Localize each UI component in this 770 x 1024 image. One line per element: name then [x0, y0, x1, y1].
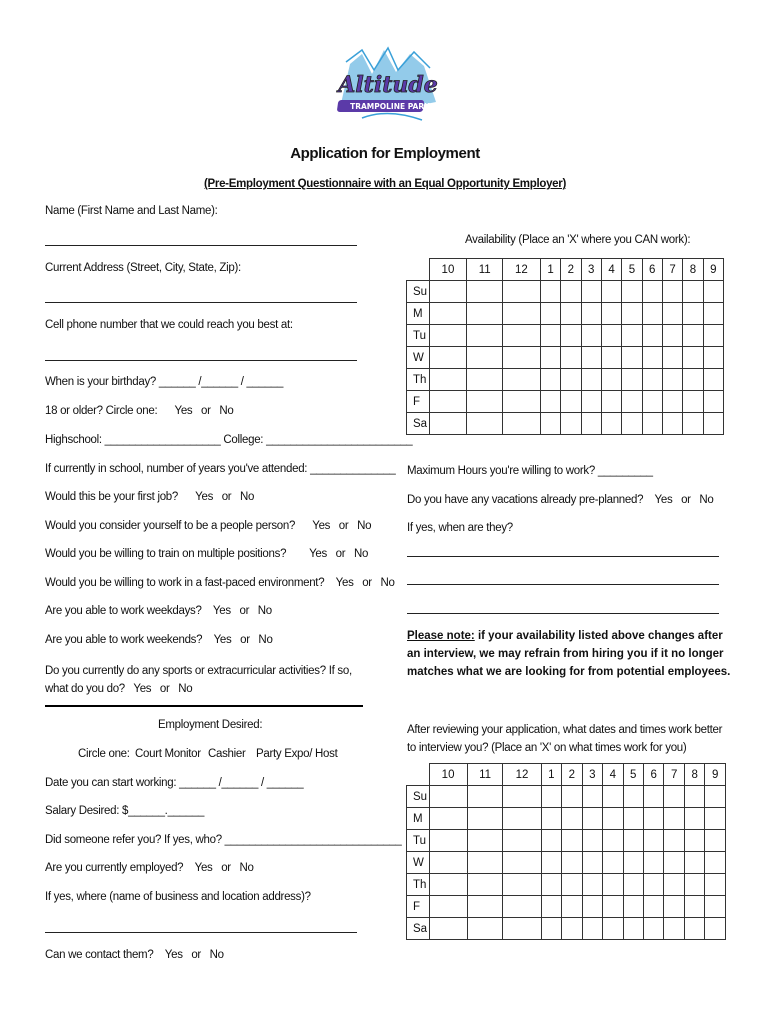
availability-cell[interactable]	[429, 281, 467, 303]
availability-cell[interactable]	[642, 391, 662, 413]
availability-cell[interactable]	[683, 281, 703, 303]
availability-cell[interactable]	[643, 808, 663, 830]
hour-header: 2	[561, 259, 581, 281]
hour-header: 8	[683, 259, 703, 281]
availability-cell[interactable]	[541, 830, 561, 852]
people-person-question[interactable]: Would you consider yourself to be a people person? Yes or No	[45, 520, 372, 532]
availability-cell[interactable]	[562, 874, 582, 896]
availability-cell[interactable]	[683, 347, 703, 369]
availability-cell[interactable]	[643, 852, 663, 874]
availability-cell[interactable]	[429, 852, 467, 874]
availability-cell[interactable]	[664, 808, 684, 830]
availability-cell[interactable]	[643, 896, 663, 918]
first-job-question[interactable]: Would this be your first job? Yes or No	[45, 491, 255, 503]
availability-cell[interactable]	[467, 874, 503, 896]
availability-grid[interactable]	[406, 258, 724, 435]
availability-cell[interactable]	[642, 325, 662, 347]
availability-cell[interactable]	[582, 896, 602, 918]
fast-paced-question[interactable]: Would you be willing to work in a fast-paced environment? Yes or No	[45, 577, 395, 589]
availability-cell[interactable]	[703, 391, 723, 413]
max-hours-field[interactable]: Maximum Hours you're willing to work? _________	[407, 465, 653, 477]
day-label: F	[407, 896, 430, 918]
availability-cell[interactable]	[623, 896, 643, 918]
hour-header: 3	[581, 259, 601, 281]
vacations-when-label: If yes, when are they?	[407, 522, 513, 534]
availability-cell[interactable]	[562, 852, 582, 874]
availability-cell[interactable]	[503, 830, 541, 852]
availability-cell[interactable]	[582, 830, 602, 852]
school-fields[interactable]: Highschool: ___________________ College: ________________________	[45, 434, 413, 446]
availability-cell[interactable]	[467, 786, 503, 808]
availability-cell[interactable]	[503, 896, 541, 918]
availability-cell[interactable]	[541, 896, 561, 918]
availability-cell[interactable]	[642, 347, 662, 369]
address-field[interactable]	[45, 302, 357, 303]
availability-cell[interactable]	[705, 830, 726, 852]
availability-cell[interactable]	[502, 281, 540, 303]
availability-cell[interactable]	[503, 808, 541, 830]
salary-field[interactable]: Salary Desired: $______.______	[45, 805, 205, 817]
availability-cell[interactable]	[664, 852, 684, 874]
availability-cell[interactable]	[541, 786, 561, 808]
availability-cell[interactable]	[601, 347, 621, 369]
availability-cell[interactable]	[502, 325, 540, 347]
hour-header: 10	[429, 259, 467, 281]
availability-cell[interactable]	[467, 808, 503, 830]
availability-cell[interactable]	[622, 281, 642, 303]
availability-cell[interactable]	[429, 369, 467, 391]
availability-cell[interactable]	[705, 808, 726, 830]
availability-cell[interactable]	[622, 325, 642, 347]
availability-cell[interactable]	[562, 830, 582, 852]
availability-cell[interactable]	[622, 391, 642, 413]
availability-cell[interactable]	[561, 391, 581, 413]
vacation-line-1[interactable]	[407, 556, 719, 557]
availability-cell[interactable]	[581, 391, 601, 413]
hour-header: 5	[622, 259, 642, 281]
availability-cell[interactable]	[429, 808, 467, 830]
availability-cell[interactable]	[662, 281, 682, 303]
availability-cell[interactable]	[467, 918, 503, 940]
weekdays-question[interactable]: Are you able to work weekdays? Yes or No	[45, 605, 272, 617]
hour-header: 3	[582, 764, 602, 786]
availability-cell[interactable]	[561, 347, 581, 369]
hour-header: 11	[467, 259, 503, 281]
option-cashier[interactable]: Cashier	[208, 748, 246, 760]
availability-cell[interactable]	[601, 325, 621, 347]
availability-cell[interactable]	[562, 896, 582, 918]
availability-cell[interactable]	[623, 808, 643, 830]
altitude-logo	[332, 46, 444, 126]
interview-grid[interactable]	[406, 763, 726, 940]
availability-cell[interactable]	[684, 918, 704, 940]
availability-cell[interactable]	[623, 830, 643, 852]
availability-cell[interactable]	[582, 852, 602, 874]
availability-cell[interactable]	[581, 303, 601, 325]
availability-cell[interactable]	[703, 303, 723, 325]
availability-cell[interactable]	[705, 874, 726, 896]
availability-cell[interactable]	[662, 347, 682, 369]
availability-cell[interactable]	[703, 413, 723, 435]
availability-cell[interactable]	[623, 786, 643, 808]
hour-header: 2	[562, 764, 582, 786]
availability-cell[interactable]	[540, 369, 560, 391]
availability-cell[interactable]	[603, 786, 623, 808]
availability-cell[interactable]	[561, 369, 581, 391]
weekends-question[interactable]: Are you able to work weekends? Yes or No	[45, 634, 273, 646]
hour-header: 1	[541, 764, 561, 786]
availability-cell[interactable]	[467, 281, 503, 303]
availability-cell[interactable]	[540, 413, 560, 435]
day-label: Su	[407, 281, 430, 303]
hour-header: 8	[684, 764, 704, 786]
circle-one-label: Circle one:	[78, 748, 130, 760]
day-label: Th	[407, 874, 430, 896]
vacation-line-2[interactable]	[407, 584, 719, 585]
day-label: W	[407, 347, 430, 369]
address-label: Current Address (Street, City, State, Zip):	[45, 262, 241, 274]
availability-cell[interactable]	[562, 918, 582, 940]
availability-cell[interactable]	[703, 325, 723, 347]
phone-label: Cell phone number that we could reach you best at:	[45, 319, 293, 331]
availability-cell[interactable]	[561, 303, 581, 325]
day-label: Su	[407, 786, 430, 808]
availability-cell[interactable]	[643, 786, 663, 808]
svg-text:TRAMPOLINE PARK: TRAMPOLINE PARK	[350, 102, 430, 111]
option-court-monitor[interactable]: Court Monitor	[135, 748, 201, 760]
day-label: Th	[407, 369, 430, 391]
hour-header: 6	[643, 764, 663, 786]
availability-cell[interactable]	[582, 874, 602, 896]
availability-cell[interactable]	[429, 325, 467, 347]
availability-cell[interactable]	[662, 303, 682, 325]
availability-cell[interactable]	[662, 413, 682, 435]
availability-cell[interactable]	[429, 830, 467, 852]
availability-cell[interactable]	[502, 391, 540, 413]
hour-header: 9	[703, 259, 723, 281]
availability-cell[interactable]	[683, 325, 703, 347]
availability-cell[interactable]	[662, 369, 682, 391]
availability-cell[interactable]	[429, 874, 467, 896]
hour-header: 4	[603, 764, 623, 786]
hour-header: 1	[540, 259, 560, 281]
availability-cell[interactable]	[622, 347, 642, 369]
referral-field[interactable]: Did someone refer you? If yes, who? _____________________________	[45, 834, 402, 846]
availability-cell[interactable]	[540, 325, 560, 347]
availability-cell[interactable]	[684, 830, 704, 852]
availability-cell[interactable]	[603, 852, 623, 874]
availability-cell[interactable]	[429, 896, 467, 918]
day-label: Sa	[407, 918, 430, 940]
option-party-host[interactable]: Party Expo/ Host	[256, 748, 338, 760]
hour-header: 11	[467, 764, 503, 786]
availability-cell[interactable]	[643, 874, 663, 896]
availability-cell[interactable]	[684, 874, 704, 896]
availability-cell[interactable]	[541, 874, 561, 896]
day-label: Tu	[407, 830, 430, 852]
availability-cell[interactable]	[429, 786, 467, 808]
availability-cell[interactable]	[705, 852, 726, 874]
multiple-positions-question[interactable]: Would you be willing to train on multiple positions? Yes or No	[45, 548, 369, 560]
availability-cell[interactable]	[662, 325, 682, 347]
availability-cell[interactable]	[429, 303, 467, 325]
employer-where-label: If yes, where (name of business and location address)?	[45, 891, 311, 903]
phone-field[interactable]	[45, 360, 357, 361]
availability-cell[interactable]	[562, 786, 582, 808]
availability-cell[interactable]	[601, 369, 621, 391]
availability-cell[interactable]	[601, 413, 621, 435]
interview-instructions: After reviewing your application, what dates and times work better to interview you? (Place an 'X' on what times work for you)	[407, 724, 723, 754]
availability-cell[interactable]	[541, 808, 561, 830]
availability-cell[interactable]	[540, 303, 560, 325]
availability-cell[interactable]	[582, 786, 602, 808]
availability-cell[interactable]	[467, 369, 503, 391]
availability-cell[interactable]	[562, 808, 582, 830]
availability-cell[interactable]	[561, 413, 581, 435]
availability-label: Availability (Place an 'X' where you CAN work):	[465, 234, 691, 246]
availability-cell[interactable]	[429, 918, 467, 940]
availability-cell[interactable]	[684, 786, 704, 808]
availability-cell[interactable]	[561, 325, 581, 347]
hour-header: 10	[429, 764, 467, 786]
availability-cell[interactable]	[601, 303, 621, 325]
hour-header: 9	[705, 764, 726, 786]
availability-cell[interactable]	[683, 391, 703, 413]
availability-cell[interactable]	[601, 391, 621, 413]
availability-cell[interactable]	[683, 369, 703, 391]
availability-cell[interactable]	[541, 918, 561, 940]
availability-cell[interactable]	[703, 369, 723, 391]
availability-cell[interactable]	[683, 413, 703, 435]
vacations-question[interactable]: Do you have any vacations already pre-planned? Yes or No	[407, 494, 714, 506]
availability-cell[interactable]	[467, 391, 503, 413]
availability-cell[interactable]	[684, 896, 704, 918]
hour-header: 7	[664, 764, 684, 786]
availability-cell[interactable]	[429, 391, 467, 413]
availability-cell[interactable]	[642, 303, 662, 325]
availability-cell[interactable]	[622, 303, 642, 325]
hour-header: 4	[601, 259, 621, 281]
page-title: Application for Employment	[290, 145, 480, 162]
availability-cell[interactable]	[623, 918, 643, 940]
availability-cell[interactable]	[603, 874, 623, 896]
hour-header: 7	[662, 259, 682, 281]
availability-cell[interactable]	[503, 852, 541, 874]
availability-cell[interactable]	[502, 303, 540, 325]
availability-cell[interactable]	[467, 413, 503, 435]
hour-header: 12	[503, 764, 541, 786]
availability-cell[interactable]	[643, 830, 663, 852]
availability-cell[interactable]	[664, 786, 684, 808]
availability-cell[interactable]	[664, 830, 684, 852]
availability-cell[interactable]	[467, 830, 503, 852]
availability-cell[interactable]	[643, 918, 663, 940]
availability-cell[interactable]	[622, 413, 642, 435]
availability-cell[interactable]	[540, 347, 560, 369]
availability-cell[interactable]	[581, 347, 601, 369]
availability-cell[interactable]	[664, 918, 684, 940]
availability-cell[interactable]	[684, 808, 704, 830]
availability-cell[interactable]	[603, 918, 623, 940]
grid-corner	[407, 764, 430, 786]
availability-cell[interactable]	[601, 281, 621, 303]
availability-cell[interactable]	[705, 918, 726, 940]
availability-cell[interactable]	[603, 896, 623, 918]
availability-cell[interactable]	[561, 281, 581, 303]
availability-cell[interactable]	[541, 852, 561, 874]
availability-cell[interactable]	[705, 896, 726, 918]
availability-cell[interactable]	[683, 303, 703, 325]
vacation-line-3[interactable]	[407, 613, 719, 614]
availability-cell[interactable]	[467, 303, 503, 325]
availability-cell[interactable]	[622, 369, 642, 391]
availability-cell[interactable]	[582, 808, 602, 830]
name-label: Name (First Name and Last Name):	[45, 205, 218, 217]
grid-corner	[407, 259, 430, 281]
day-label: Sa	[407, 413, 430, 435]
availability-note	[407, 627, 737, 681]
availability-cell[interactable]	[429, 347, 467, 369]
availability-cell[interactable]	[603, 830, 623, 852]
contact-question[interactable]: Can we contact them? Yes or No	[45, 949, 224, 961]
note-label: Please note:	[407, 630, 475, 642]
availability-cell[interactable]	[467, 896, 503, 918]
availability-cell[interactable]	[503, 918, 541, 940]
day-label: M	[407, 303, 430, 325]
section-divider	[45, 705, 363, 707]
availability-cell[interactable]	[642, 369, 662, 391]
availability-cell[interactable]	[703, 281, 723, 303]
employer-field[interactable]	[45, 932, 357, 933]
availability-cell[interactable]	[664, 896, 684, 918]
day-label: W	[407, 852, 430, 874]
note-text: if your availability listed above changes after an interview, we may refrain from hiring you if it no longer matches what we are looking for from potential employees.	[407, 630, 731, 678]
school-years-field[interactable]: If currently in school, number of years you've attended: ______________	[45, 463, 396, 475]
birthday-field[interactable]: When is your birthday? ______ /______ / ______	[45, 376, 284, 388]
employment-desired-label: Employment Desired:	[158, 719, 263, 731]
day-label: Tu	[407, 325, 430, 347]
availability-cell[interactable]	[503, 786, 541, 808]
availability-cell[interactable]	[603, 808, 623, 830]
hour-header: 6	[642, 259, 662, 281]
availability-cell[interactable]	[662, 391, 682, 413]
name-field[interactable]	[45, 245, 357, 246]
availability-cell[interactable]	[623, 852, 643, 874]
availability-cell[interactable]	[502, 347, 540, 369]
page-subtitle: (Pre-Employment Questionnaire with an Equal Opportunity Employer)	[204, 178, 566, 190]
hour-header: 12	[502, 259, 540, 281]
availability-cell[interactable]	[581, 369, 601, 391]
availability-cell[interactable]	[684, 852, 704, 874]
start-date-field[interactable]: Date you can start working: ______ /______ / ______	[45, 777, 304, 789]
availability-cell[interactable]	[502, 369, 540, 391]
availability-cell[interactable]	[467, 852, 503, 874]
availability-cell[interactable]	[467, 325, 503, 347]
availability-cell[interactable]	[467, 347, 503, 369]
hour-header: 5	[623, 764, 643, 786]
availability-cell[interactable]	[581, 413, 601, 435]
activities-question[interactable]: Do you currently do any sports or extracurricular activities? If so, what do you do? Yes or No	[45, 665, 355, 695]
employed-question[interactable]: Are you currently employed? Yes or No	[45, 862, 254, 874]
day-label: M	[407, 808, 430, 830]
availability-cell[interactable]	[623, 874, 643, 896]
availability-cell[interactable]	[502, 413, 540, 435]
availability-cell[interactable]	[642, 413, 662, 435]
availability-cell[interactable]	[705, 786, 726, 808]
day-label: F	[407, 391, 430, 413]
availability-cell[interactable]	[503, 874, 541, 896]
svg-text:Altitude: Altitude	[338, 72, 438, 98]
availability-cell[interactable]	[581, 281, 601, 303]
availability-cell[interactable]	[642, 281, 662, 303]
availability-cell[interactable]	[703, 347, 723, 369]
availability-cell[interactable]	[581, 325, 601, 347]
over18-question[interactable]: 18 or older? Circle one: Yes or No	[45, 405, 234, 417]
availability-cell[interactable]	[540, 281, 560, 303]
availability-cell[interactable]	[582, 918, 602, 940]
availability-cell[interactable]	[664, 874, 684, 896]
availability-cell[interactable]	[429, 413, 467, 435]
availability-cell[interactable]	[540, 391, 560, 413]
